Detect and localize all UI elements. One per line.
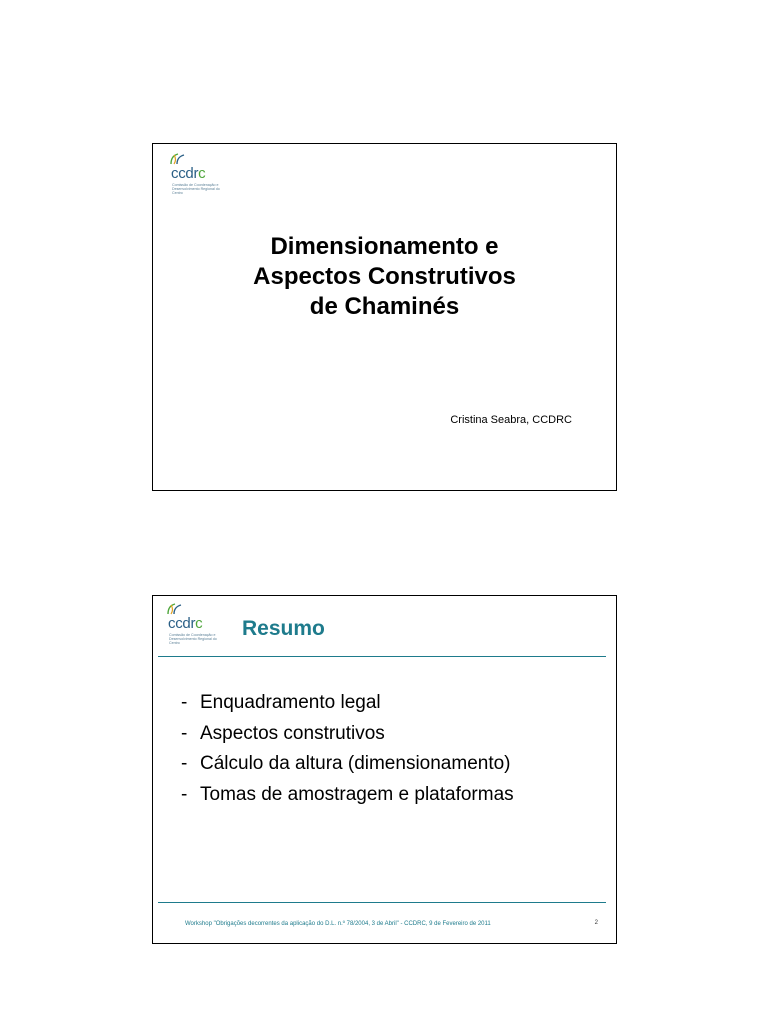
title-line: de Chaminés (309, 293, 460, 320)
ccdrc-swirl-icon (166, 602, 186, 616)
header-divider (158, 656, 606, 657)
ccdrc-swirl-icon (169, 152, 189, 166)
title-line: Aspectos Construtivos (253, 263, 516, 290)
list-item-text: Cálculo da altura (dimensionamento) (200, 753, 511, 774)
author-name: Cristina Seabra, CCDRC (450, 414, 572, 426)
list-item (181, 688, 514, 719)
ccdrc-logo (163, 152, 233, 200)
summary-list (181, 688, 514, 810)
list-item (181, 780, 514, 811)
list-item-text: Tomas de amostragem e plataformas (200, 783, 514, 805)
bullet-marker: - (181, 753, 188, 774)
logo-wordmark: ccdrc (171, 165, 206, 182)
logo-subtitle: Comissão de Coordenação e Desenvolvimento Regional do Centro (172, 183, 220, 196)
slide-title: Resumo (242, 617, 325, 640)
presentation-title (153, 232, 616, 322)
slide-2 (152, 595, 617, 944)
bullet-marker: - (181, 783, 188, 805)
slide-footer: Workshop "Obrigações decorrentes da aplicação do D.L. n.º 78/2004, 3 de Abril" - CCDRC, 9 de Fevereiro de 2011 (185, 921, 491, 927)
footer-divider (158, 902, 606, 903)
slide-1 (152, 143, 617, 491)
list-item-text: Aspectos construtivos (200, 722, 385, 744)
bullet-marker: - (181, 692, 188, 713)
list-item-text: Enquadramento legal (200, 692, 381, 713)
bullet-marker: - (181, 722, 188, 744)
logo-subtitle: Comissão de Coordenação e Desenvolvimento Regional do Centro (169, 633, 217, 646)
list-item (181, 719, 514, 750)
logo-wordmark: ccdrc (168, 615, 203, 632)
list-item (181, 749, 514, 780)
page-number: 2 (594, 920, 598, 926)
ccdrc-logo (160, 602, 230, 650)
title-line: Dimensionamento e (270, 233, 499, 260)
